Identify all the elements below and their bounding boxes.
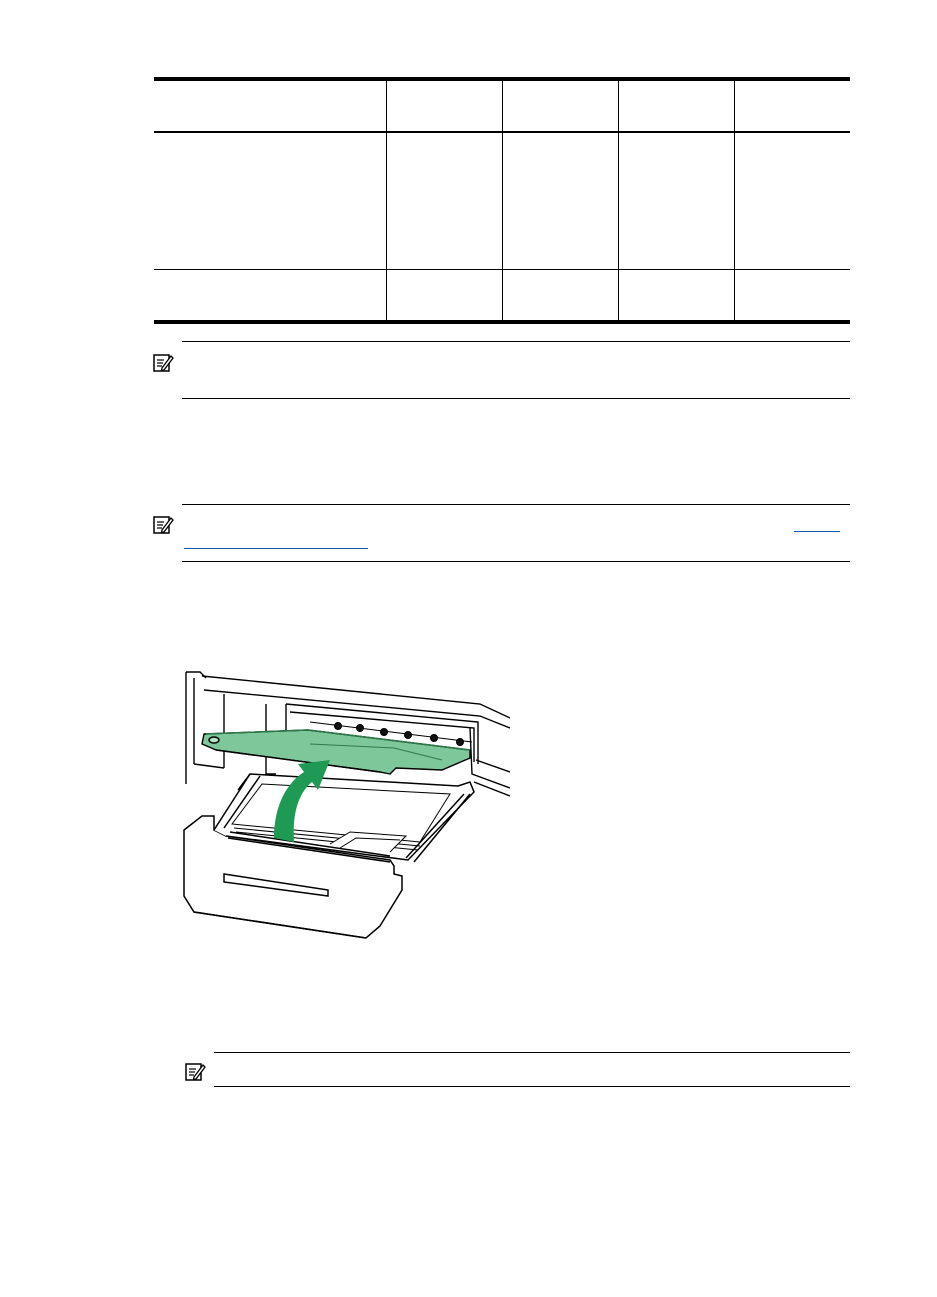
note-top-rule <box>182 504 850 505</box>
table-column-divider <box>618 77 619 324</box>
note-bottom-rule <box>182 561 850 562</box>
paper-tray-output-tray-illustration <box>180 664 510 940</box>
specifications-table <box>154 77 850 326</box>
note-top-rule <box>182 341 850 342</box>
note-bottom-rule <box>214 1086 850 1087</box>
note-pencil-icon <box>184 1061 206 1083</box>
note-link-underline-top[interactable] <box>794 531 840 532</box>
table-column-divider <box>386 77 387 324</box>
note-pencil-icon <box>152 514 174 536</box>
note-pencil-icon <box>152 352 174 374</box>
note-bottom-rule <box>182 398 850 399</box>
note-top-rule <box>214 1052 850 1053</box>
table-column-divider <box>502 77 503 324</box>
table-column-divider <box>734 77 735 324</box>
note-link-underline-bottom[interactable] <box>184 548 368 549</box>
